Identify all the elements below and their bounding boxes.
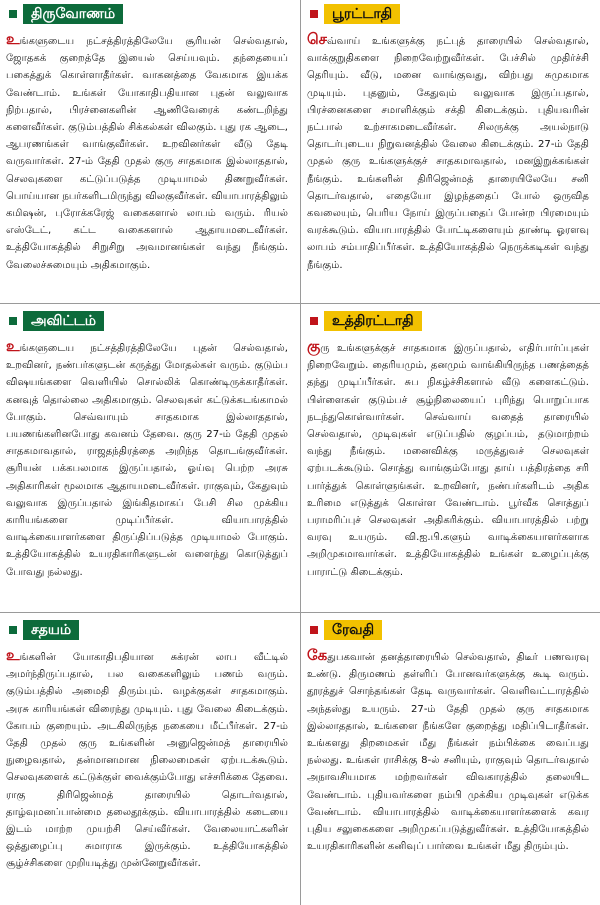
section-thiruvonam — [0, 0, 292, 303]
bullet-icon — [9, 317, 17, 325]
section-revathi — [301, 616, 593, 905]
section-purattathi — [301, 0, 593, 303]
section-text: ங்களுடைய நட்சத்திரத்திலேயே புதன் செல்வதால், உறவினர், நண்பர்களுடன் கருத்து மோதல்கள் வரும். குடும்ப விஷயங்களை வெளியில் சொல்லிக் கொண்டிருக்காதீர்கள். கனவுத் தொல்லை அதிகமாகும். செலவுகள் கட்டுக்கடங்காமல் போகும். செவ்வாயும் சாதகமாக இல்லாததால், பயணங்களினபோது கவனம் தேவை. குரு 27-ம் தேதி முதல் சாதகமாவதால், ராஜதந்திரத்தை அறிந்த தொடங்குவீர்கள். சூரியன் பக்கபலமாக இருப்பதால், ஓய்வு பெற்ற அரசு அதிகாரிகள் மூலமாக ஆதாயமடைவீர்கள். ராகுவும், கேதுவும் வலுவாக இருப்பதால் இங்கிதமாகப் பேசி சில முக்கிய காரியங்களை முடிப்பீர்கள். வியாபாரத்தில் வாடிக்கையாளர்களை திருப்திப்படுத்த முடியாமல் போகும். உத்தியோகத்தில் உயரதிகாரிகளுடன் வளைந்து கொடுத்துப் போவது நல்லது. — [6, 343, 288, 578]
section-header — [6, 619, 288, 641]
bullet-icon — [310, 317, 318, 325]
section-header — [6, 3, 288, 25]
section-text: ரு உங்களுக்குச் சாதகமாக இருப்பதால், எதிர்பார்ப்புகள் நிறைவேறும். தைரியமும், தனமும் வாங்கியிருந்த பணத்தைத் தந்து முடிப்பீர்கள். சுப நிகழ்ச்சிகளால் வீடு களைகட்டும். பிள்ளைகள் குடும்பச் சூழ்நிலையைப் புரிந்து பொறுப்பாக நடந்துகொள்வார்கள். செவ்வாய் வதைத் தாரையில் செல்வதால், முடிவுகள் எடுப்பதில் குழப்பம், தடுமாற்றம் வந்து நீங்கும். மனைவிக்கு மருத்துவச் செலவுகள் ஏற்படக்கூடும். சொத்து வாங்கும்போது தாய் பத்திரத்தை சரி பார்த்துக் கொள்ளுங்கள். உறவினர், நண்பர்களிடம் அதிக உரிமை எடுத்துக் கொள்ள வேண்டாம். பூர்வீக சொத்துப் பராமரிப்புச் செலவுகள் அதிகரிக்கும். வியாபாரத்தில் பற்று வரவு உயரும். வி.ஐ.பி.களும் வாடிக்கையாளர்களாக அறிமுகமாவார்கள். உத்தியோகத்தில் உங்கள் உழைப்புக்கு பாராட்டு கிடைக்கும். — [307, 343, 589, 578]
section-sathayam — [0, 616, 292, 905]
drop-cap: கு — [307, 337, 321, 355]
section-header — [307, 619, 589, 641]
bullet-icon — [9, 10, 17, 18]
bullet-icon — [9, 626, 17, 634]
section-uthirattathi — [301, 307, 593, 612]
bullet-icon — [310, 10, 318, 18]
section-body — [307, 648, 589, 855]
section-body — [307, 339, 589, 581]
section-avittam — [0, 307, 292, 612]
section-header — [6, 310, 288, 332]
section-text: ங்களுடைய நட்சத்திரத்திலேயே சூரியன் செல்வதால், ஜோதகக் குறைத்தே இயைல் செய்யவும். தந்தையைப் பகைத்துக் கொள்ளாதீர்கள். வாகனத்தை வேகமாக இயக்க வேண்டாம். உங்கள் யோகாதிபதியான புதன் வலுவாக நிற்பதால், பிரச்னைகளின் ஆணிவேரைக் கண்டறிந்து களைவீர்கள். குடும்பத்தில் சிக்கல்கள் விலகும். புது ரக ஆடை, ஆபரணங்கள் வாங்குவீர்கள். உறவினர்கள் வீடு தேடி வருவார்கள். 27-ம் தேதி முதல் குரு சாதகமாக இல்லாததால், செலவுகளை கட்டுப்படுத்த முடியாமல் திணறுவீர்கள். பொய்யான நபர்களிடமிருந்து விலகுவீர்கள். வியாபாரத்திலும் கமிஷன், புரோக்கரேஜ் வகைகளால் லாபம் வரும். ரியல் எஸ்டேட், கட்ட வகைகளால் ஆதாயமடைவீர்கள். உத்தியோகத்தில் சிறுசிறு அவமானங்கள் வந்து நீங்கும். வேலைச்சுமையும் அதிகமாகும். — [6, 36, 288, 271]
section-text: ங்களின் யோகாதிபதியான சுக்ரன் லாப வீட்டில் அமர்ந்திருப்பதால், பல வகைகளிலும் பணம் வரும். குடும்பத்தில் அமைதி திரும்பும். வழக்குகள் சாதகமாகும். அரசு காரியங்கள் விரைந்து முடியும். புது வேலை கிடைக்கும். கோபம் குறையும். அடகிலிருந்த நகையை மீட்பீர்கள். 27-ம் தேதி முதல் குரு உங்களின் அனுஜென்மத் தாரையில் நுழைவதால், தன்மானமான நிலைமைகள் ஏற்படக்கூடும். செலவுகளைக் கட்டுக்குள் வைக்கும்போது எச்சரிக்கை தேவை. ராகு திரிஜென்மத் தாரையில் தொடர்வதால், தாழ்வுமனப்பான்மை தலைதூக்கும். வியாபாரத்தில் கடையை இடம் மாற்ற முயற்சி செய்வீர்கள். வேலையாட்களின் ஒத்துழைப்பு சுமாராக இருக்கும். உத்தியோகத்தில் சூழ்ச்சிகளை முறியடித்து முன்னேறுவீர்கள். — [6, 652, 288, 870]
section-header — [307, 310, 589, 332]
section-title: சதயம் — [23, 620, 79, 640]
section-title: உத்திரட்டாதி — [324, 311, 422, 331]
drop-cap: உ — [6, 646, 20, 664]
section-title: ரேவதி — [324, 620, 382, 640]
section-text: துபகவான் தனத்தாரையில் செல்வதால், திடீர் பணவரவு உண்டு. திருமணம் தள்ளிப் போனவர்களுக்கு கூடி வரும். தூரத்துச் சொந்தங்கள் தேடி வருவார்கள். வெளிவட்டாரத்தில் அந்தஸ்து உயரும். 27-ம் தேதி முதல் குரு சாதகமாக இல்லாததால், உங்களை நீங்களே குறைத்து மதிப்பிடாதீர்கள். உங்களது திறமைகள் மீது நீங்கள் நம்பிக்கை வைப்பது நல்லது. உங்கள் ராசிக்கு 8-ல் சனியும், ராகுவும் தொடர்வதால் அநாவசியமாக மற்றவர்கள் விவகாரத்தில் தலையிட வேண்டாம். புதியவர்களை நம்பி முக்கிய முடிவுகள் எடுக்க வேண்டாம். வியாபாரத்தில் வாடிக்கையாளர்களைக் கவர புதிய சலுகைகளை அறிமுகப்படுத்துவீர்கள். உத்தியோகத்தில் உயரதிகாரிகளின் கனிவுப் பார்வை உங்கள் மீது திரும்பும். — [307, 652, 589, 853]
section-body — [6, 648, 288, 873]
section-title: பூரட்டாதி — [324, 4, 400, 24]
section-header — [307, 3, 589, 25]
section-body — [307, 32, 589, 274]
section-text: வ்வாய் உங்களுக்கு நட்புத் தாரையில் செல்வதால், வாக்குறுதிகளை நிறைவேற்றுவீர்கள். பேச்சில் முதிர்ச்சி தெரியும். வீடு, மனை வாங்குவது, விற்பது சுமுகமாக முடியும். புதனும், கேதுவும் வலுவாக இருப்பதால், பிரச்னைகளை சமாளிக்கும் சக்தி கிடைக்கும். புதியவரின் நட்பால் உற்சாகமடைவீர்கள். சிலருக்கு அயல்நாடு தொடர்புடைய நிறுவனத்தில் வேலை கிடைக்கும். 27-ம் தேதி முதல் குரு உங்களுக்குச் சாதகமாவதால், மனஇறுக்கங்கள் நீங்கும். உங்களின் திரிஜென்மத் தாரையிலேயே சனி தொடர்வதால், எதையோ இழந்ததைப் போல் ஒருவித கவலையும், பெரிய நோய் இருப்பதைப் போன்ற பிரமையும் வரக்கூடும். வியாபாரத்தில் போட்டிகளையும் தாண்டி ஓரளவு லாபம் சம்பாதிப்பீர்கள். உத்தியோகத்தில் நெருக்கடிகள் வந்து நீங்கும். — [307, 36, 589, 271]
drop-cap: செ — [307, 30, 327, 48]
section-title: திருவோணம் — [23, 4, 123, 24]
bullet-icon — [310, 626, 318, 634]
drop-cap: உ — [6, 30, 20, 48]
row-divider-1 — [0, 303, 600, 304]
section-title: அவிட்டம் — [23, 311, 104, 331]
section-body — [6, 339, 288, 581]
drop-cap: கே — [307, 646, 328, 664]
row-divider-2 — [0, 612, 600, 613]
section-body — [6, 32, 288, 274]
drop-cap: உ — [6, 337, 20, 355]
